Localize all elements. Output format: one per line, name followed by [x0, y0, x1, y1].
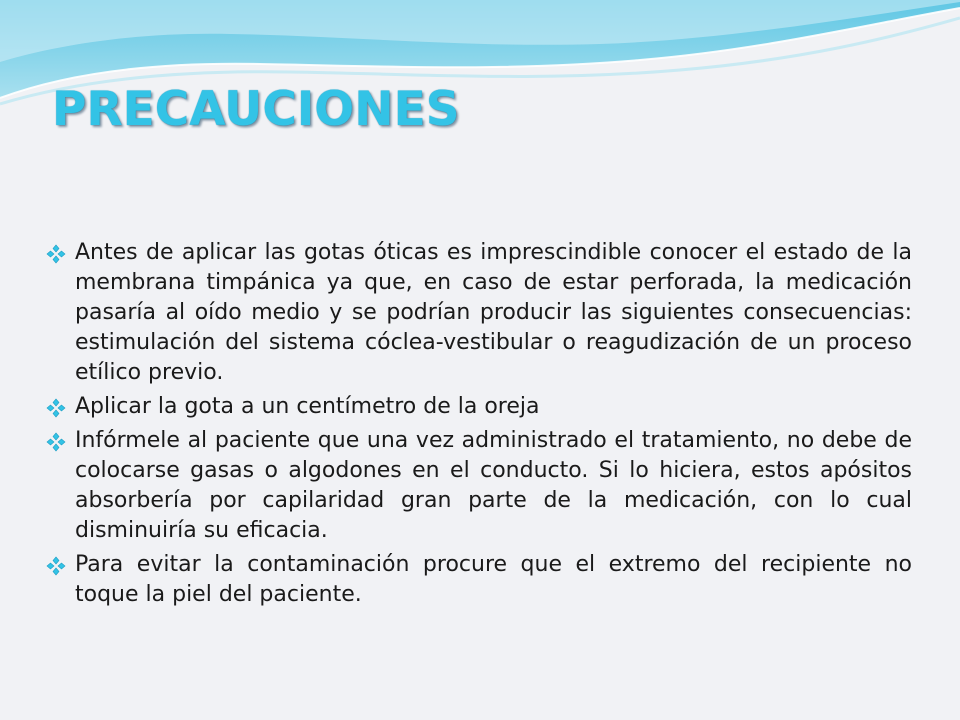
bullet-item [46, 392, 912, 422]
bullet-list [46, 238, 912, 614]
bullet-text: Infórmele al paciente que una vez administrado el tratamiento, no debe de colocarse gasas o algodones en el conducto. Si lo hiciera, estos apósitos absorbería por capilaridad gran parte de la medicación, con lo cual disminuiría su eficacia. [75, 428, 912, 543]
bullet-item [46, 426, 912, 546]
four-diamond-bullet-icon [46, 244, 66, 264]
bullet-text: Antes de aplicar las gotas óticas es imprescindible conocer el estado de la membrana timpánica ya que, en caso de estar perforada, la medicación pasaría al oído medio y se podrían producir las siguientes consecuencias: estimulación del sistema cóclea-vestibular o reagudización de un proceso etílico previo. [75, 240, 912, 385]
bullet-item [46, 238, 912, 388]
four-diamond-bullet-icon [46, 398, 66, 418]
four-diamond-bullet-icon [46, 556, 66, 576]
bullet-item [46, 550, 912, 610]
slide-title: PRECAUCIONES [52, 82, 460, 137]
bullet-text: Para evitar la contaminación procure que el extremo del recipiente no toque la piel del paciente. [75, 552, 912, 607]
bullet-text: Aplicar la gota a un centímetro de la oreja [75, 394, 540, 419]
four-diamond-bullet-icon [46, 432, 66, 452]
